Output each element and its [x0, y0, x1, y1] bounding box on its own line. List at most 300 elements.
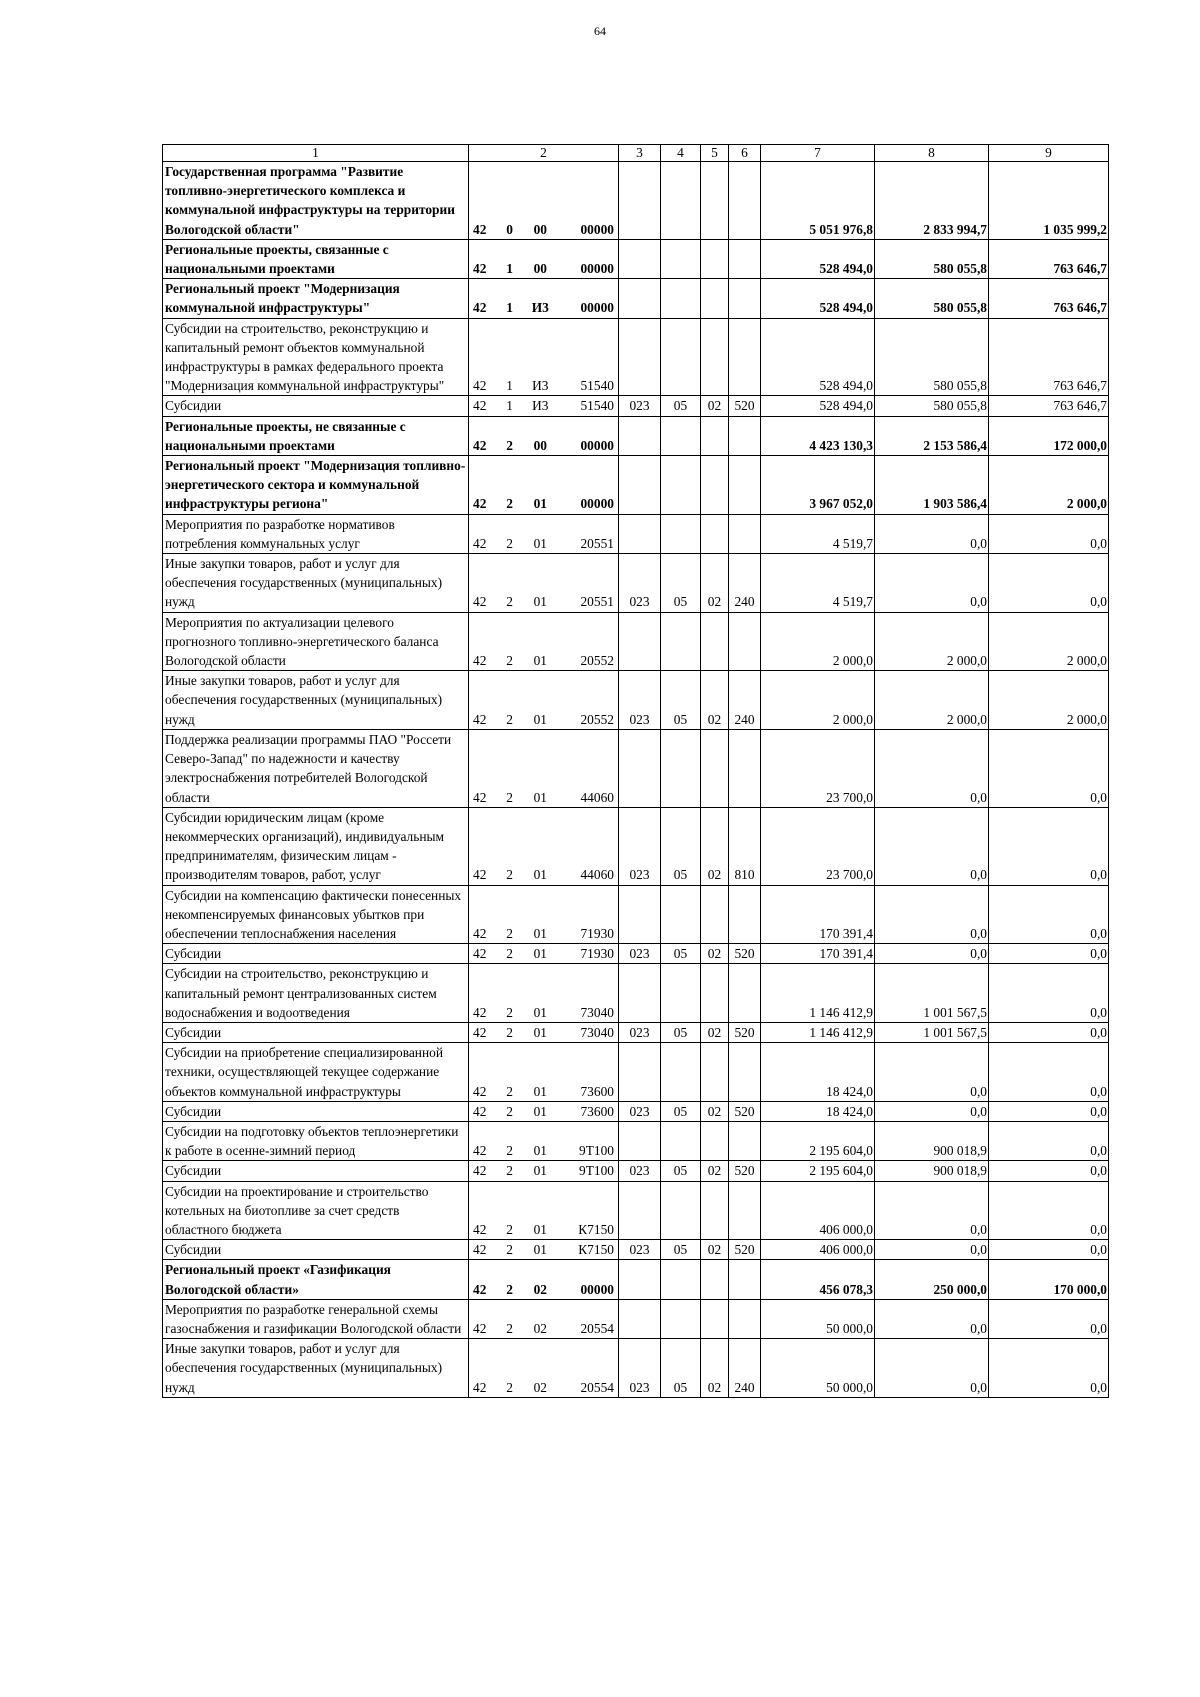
code-part: 73600	[580, 1083, 614, 1099]
amount-col-9: 763 646,7	[989, 318, 1109, 396]
subsection-code	[701, 1181, 729, 1240]
table-row	[163, 1260, 1109, 1299]
code-part: 2	[506, 653, 513, 669]
amount-col-8: 0,0	[875, 729, 989, 807]
amount-col-9: 0,0	[989, 944, 1109, 964]
column-header: 1	[163, 145, 469, 162]
table-row	[163, 671, 1109, 730]
code-part: 00	[533, 261, 547, 277]
amount-col-7: 50 000,0	[761, 1299, 875, 1338]
amount-col-7: 3 967 052,0	[761, 456, 875, 515]
code-part: 01	[533, 946, 547, 962]
column-header: 3	[619, 145, 661, 162]
section-code	[661, 1043, 701, 1102]
amount-col-8: 2 000,0	[875, 612, 989, 671]
code-part: 2	[506, 437, 513, 453]
code-part: 02	[533, 1281, 547, 1297]
amount-col-9: 0,0	[989, 1299, 1109, 1338]
budget-code-cell	[469, 1022, 619, 1042]
subsection-code	[701, 964, 729, 1023]
amount-col-9: 2 000,0	[989, 612, 1109, 671]
subsection-code	[701, 318, 729, 396]
code-part: 2	[506, 1024, 513, 1040]
section-code	[661, 239, 701, 278]
code-part: 00000	[580, 261, 614, 277]
table-row	[163, 239, 1109, 278]
code-part: 1	[506, 300, 513, 316]
budget-code	[473, 1102, 614, 1121]
code-part: 42	[473, 1320, 487, 1336]
budget-code-cell	[469, 416, 619, 455]
expense-type-code: 240	[729, 1339, 761, 1398]
amount-col-9: 0,0	[989, 807, 1109, 885]
ministry-code	[619, 1181, 661, 1240]
budget-code-cell	[469, 554, 619, 613]
code-part: 42	[473, 1024, 487, 1040]
expense-type-code	[729, 416, 761, 455]
budget-code-cell	[469, 964, 619, 1023]
budget-code	[473, 1161, 614, 1180]
expense-type-code	[729, 1121, 761, 1160]
code-part: К7150	[578, 1242, 614, 1258]
code-part: 42	[473, 496, 487, 512]
section-code: 05	[661, 807, 701, 885]
expense-type-code	[729, 612, 761, 671]
code-part: 42	[473, 1004, 487, 1020]
row-name: Мероприятия по разработке нормативов потребления коммунальных услуг	[163, 514, 469, 553]
code-part: 42	[473, 711, 487, 727]
ministry-code	[619, 416, 661, 455]
code-part: 42	[473, 437, 487, 453]
amount-col-9: 763 646,7	[989, 239, 1109, 278]
row-name: Субсидии на компенсацию фактически понесенных некомпенсируемых финансовых убытков при обеспечении теплоснабжения населения	[163, 885, 469, 944]
code-part: И3	[532, 398, 549, 414]
budget-code-cell	[469, 807, 619, 885]
amount-col-8: 580 055,8	[875, 396, 989, 416]
ministry-code	[619, 729, 661, 807]
section-code	[661, 162, 701, 240]
ministry-code	[619, 279, 661, 318]
amount-col-7: 528 494,0	[761, 279, 875, 318]
code-part: 42	[473, 925, 487, 941]
code-part: 20551	[580, 594, 614, 610]
expense-type-code: 240	[729, 554, 761, 613]
amount-col-7: 528 494,0	[761, 318, 875, 396]
amount-col-8: 0,0	[875, 1101, 989, 1121]
ministry-code	[619, 1043, 661, 1102]
amount-col-7: 2 000,0	[761, 671, 875, 730]
row-name: Субсидии на подготовку объектов теплоэнергетики к работе в осенне-зимний период	[163, 1121, 469, 1160]
code-part: 20552	[580, 653, 614, 669]
code-part: 01	[533, 496, 547, 512]
amount-col-7: 1 146 412,9	[761, 964, 875, 1023]
code-part: 0	[506, 221, 513, 237]
code-part: 42	[473, 261, 487, 277]
budget-code-cell	[469, 1161, 619, 1181]
section-code	[661, 1260, 701, 1299]
table-row	[163, 944, 1109, 964]
row-name: Субсидии	[163, 1022, 469, 1042]
code-part: 00000	[580, 221, 614, 237]
budget-code	[473, 592, 614, 611]
budget-code-cell	[469, 729, 619, 807]
row-name: Субсидии на строительство, реконструкцию и капитальный ремонт централизованных систем водоснабжения и водоотведения	[163, 964, 469, 1023]
amount-col-8: 1 001 567,5	[875, 964, 989, 1023]
amount-col-8: 2 833 994,7	[875, 162, 989, 240]
table-row	[163, 554, 1109, 613]
section-code	[661, 514, 701, 553]
ministry-code: 023	[619, 671, 661, 730]
table-row	[163, 1240, 1109, 1260]
budget-code-cell	[469, 318, 619, 396]
ministry-code: 023	[619, 1240, 661, 1260]
code-part: 42	[473, 1163, 487, 1179]
code-part: 2	[506, 496, 513, 512]
code-part: 44060	[580, 867, 614, 883]
amount-col-8: 2 153 586,4	[875, 416, 989, 455]
budget-code-cell	[469, 944, 619, 964]
budget-code-cell	[469, 1260, 619, 1299]
code-part: 00000	[580, 496, 614, 512]
amount-col-8: 580 055,8	[875, 318, 989, 396]
amount-col-7: 2 000,0	[761, 612, 875, 671]
amount-col-7: 2 195 604,0	[761, 1161, 875, 1181]
section-code: 05	[661, 396, 701, 416]
code-part: 73040	[580, 1024, 614, 1040]
budget-code-cell	[469, 1101, 619, 1121]
budget-code	[473, 1023, 614, 1042]
table-row	[163, 279, 1109, 318]
budget-code-cell	[469, 1043, 619, 1102]
budget-code-cell	[469, 1299, 619, 1338]
code-part: 2	[506, 1221, 513, 1237]
code-part: 42	[473, 594, 487, 610]
ministry-code	[619, 318, 661, 396]
budget-code-cell	[469, 514, 619, 553]
amount-col-8: 0,0	[875, 1181, 989, 1240]
subsection-code	[701, 279, 729, 318]
code-part: 44060	[580, 789, 614, 805]
section-code: 05	[661, 1161, 701, 1181]
subsection-code	[701, 612, 729, 671]
column-header-row	[163, 145, 1109, 162]
amount-col-8: 0,0	[875, 807, 989, 885]
amount-col-8: 580 055,8	[875, 239, 989, 278]
budget-code	[473, 298, 614, 317]
expense-type-code	[729, 456, 761, 515]
code-part: 20552	[580, 711, 614, 727]
code-part: 01	[533, 1143, 547, 1159]
amount-col-8: 0,0	[875, 514, 989, 553]
budget-code	[473, 710, 614, 729]
expense-type-code: 520	[729, 944, 761, 964]
amount-col-8: 1 001 567,5	[875, 1022, 989, 1042]
amount-col-8: 0,0	[875, 944, 989, 964]
budget-code	[473, 944, 614, 963]
section-code	[661, 416, 701, 455]
subsection-code	[701, 162, 729, 240]
code-part: 51540	[580, 378, 614, 394]
expense-type-code: 520	[729, 1161, 761, 1181]
budget-code	[473, 376, 614, 395]
expense-type-code	[729, 1181, 761, 1240]
column-header: 8	[875, 145, 989, 162]
code-part: 01	[533, 1221, 547, 1237]
amount-col-9: 0,0	[989, 885, 1109, 944]
expense-type-code: 240	[729, 671, 761, 730]
amount-col-7: 170 391,4	[761, 885, 875, 944]
column-header: 6	[729, 145, 761, 162]
code-part: 00000	[580, 1281, 614, 1297]
ministry-code	[619, 612, 661, 671]
code-part: 20551	[580, 535, 614, 551]
row-name: Региональный проект "Модернизация коммунальной инфраструктуры"	[163, 279, 469, 318]
budget-code-cell	[469, 1181, 619, 1240]
budget-code-cell	[469, 1339, 619, 1398]
subsection-code	[701, 514, 729, 553]
budget-code	[473, 534, 614, 553]
budget-code	[473, 865, 614, 884]
amount-col-8: 900 018,9	[875, 1121, 989, 1160]
table-row	[163, 1022, 1109, 1042]
code-part: 1	[506, 261, 513, 277]
code-part: 51540	[580, 398, 614, 414]
subsection-code	[701, 1121, 729, 1160]
code-part: 00000	[580, 437, 614, 453]
amount-col-8: 0,0	[875, 554, 989, 613]
code-part: 02	[533, 1379, 547, 1395]
amount-col-7: 23 700,0	[761, 807, 875, 885]
column-header: 2	[469, 145, 619, 162]
subsection-code	[701, 1260, 729, 1299]
row-name: Иные закупки товаров, работ и услуг для обеспечения государственных (муниципальных) нужд	[163, 554, 469, 613]
subsection-code	[701, 729, 729, 807]
budget-code-cell	[469, 671, 619, 730]
subsection-code: 02	[701, 944, 729, 964]
ministry-code: 023	[619, 1101, 661, 1121]
amount-col-9: 0,0	[989, 964, 1109, 1023]
table-row	[163, 456, 1109, 515]
budget-code-cell	[469, 456, 619, 515]
amount-col-9: 0,0	[989, 554, 1109, 613]
budget-code	[473, 1240, 614, 1259]
amount-col-8: 900 018,9	[875, 1161, 989, 1181]
section-code: 05	[661, 1339, 701, 1398]
amount-col-7: 4 423 130,3	[761, 416, 875, 455]
amount-col-7: 170 391,4	[761, 944, 875, 964]
code-part: 01	[533, 653, 547, 669]
row-name: Государственная программа "Развитие топливно-энергетического комплекса и коммунальной инфраструктуры на территории Вологодской области"	[163, 162, 469, 240]
code-part: 42	[473, 300, 487, 316]
row-name: Региональный проект «Газификация Вологодской области»	[163, 1260, 469, 1299]
amount-col-9: 0,0	[989, 1043, 1109, 1102]
code-part: 2	[506, 789, 513, 805]
amount-col-9: 2 000,0	[989, 456, 1109, 515]
code-part: 2	[506, 1103, 513, 1119]
table-row	[163, 416, 1109, 455]
ministry-code	[619, 1260, 661, 1299]
code-part: 42	[473, 398, 487, 414]
expense-type-code: 810	[729, 807, 761, 885]
budget-code-cell	[469, 162, 619, 240]
budget-code-cell	[469, 612, 619, 671]
code-part: 73040	[580, 1004, 614, 1020]
ministry-code	[619, 162, 661, 240]
code-part: 02	[533, 1320, 547, 1336]
budget-code	[473, 1378, 614, 1397]
page-number: 64	[594, 24, 606, 38]
subsection-code	[701, 239, 729, 278]
expense-type-code: 520	[729, 1022, 761, 1042]
code-part: 73600	[580, 1103, 614, 1119]
amount-col-9: 170 000,0	[989, 1260, 1109, 1299]
code-part: 2	[506, 1242, 513, 1258]
budget-code-cell	[469, 1121, 619, 1160]
code-part: 2	[506, 711, 513, 727]
code-part: 42	[473, 535, 487, 551]
amount-col-9: 0,0	[989, 1022, 1109, 1042]
ministry-code	[619, 964, 661, 1023]
section-code: 05	[661, 554, 701, 613]
ministry-code: 023	[619, 944, 661, 964]
budget-table	[162, 144, 1109, 1398]
code-part: 71930	[580, 925, 614, 941]
expense-type-code	[729, 1299, 761, 1338]
budget-code	[473, 259, 614, 278]
code-part: 00	[533, 221, 547, 237]
section-code: 05	[661, 1022, 701, 1042]
ministry-code: 023	[619, 554, 661, 613]
code-part: 01	[533, 1103, 547, 1119]
expense-type-code	[729, 1260, 761, 1299]
amount-col-9: 0,0	[989, 1161, 1109, 1181]
ministry-code	[619, 239, 661, 278]
amount-col-7: 4 519,7	[761, 514, 875, 553]
subsection-code	[701, 416, 729, 455]
subsection-code	[701, 885, 729, 944]
code-part: 01	[533, 1083, 547, 1099]
expense-type-code	[729, 162, 761, 240]
code-part: 9Т100	[579, 1163, 614, 1179]
table-row	[163, 318, 1109, 396]
row-name: Иные закупки товаров, работ и услуг для обеспечения государственных (муниципальных) нужд	[163, 671, 469, 730]
section-code	[661, 279, 701, 318]
row-name: Субсидии	[163, 1101, 469, 1121]
row-name: Субсидии на строительство, реконструкцию и капитальный ремонт объектов коммунальной инфраструктуры в рамках федерального проекта "Модернизация коммунальной инфраструктуры"	[163, 318, 469, 396]
amount-col-7: 528 494,0	[761, 239, 875, 278]
code-part: 42	[473, 1281, 487, 1297]
row-name: Субсидии	[163, 944, 469, 964]
row-name: Субсидии на приобретение специализированной техники, осуществляющей текущее содержание объектов коммунальной инфраструктуры	[163, 1043, 469, 1102]
row-name: Субсидии	[163, 1240, 469, 1260]
code-part: 42	[473, 1379, 487, 1395]
code-part: 01	[533, 1024, 547, 1040]
code-part: 42	[473, 1103, 487, 1119]
budget-code-cell	[469, 885, 619, 944]
amount-col-8: 0,0	[875, 1240, 989, 1260]
subsection-code	[701, 1299, 729, 1338]
row-name: Региональные проекты, связанные с национальными проектами	[163, 239, 469, 278]
budget-code	[473, 651, 614, 670]
amount-col-7: 5 051 976,8	[761, 162, 875, 240]
table-row	[163, 885, 1109, 944]
code-part: 01	[533, 925, 547, 941]
subsection-code: 02	[701, 554, 729, 613]
code-part: 2	[506, 1281, 513, 1297]
budget-code	[473, 1082, 614, 1101]
ministry-code: 023	[619, 1022, 661, 1042]
code-part: 01	[533, 1004, 547, 1020]
ministry-code	[619, 456, 661, 515]
amount-col-8: 0,0	[875, 1339, 989, 1398]
table-row	[163, 1339, 1109, 1398]
code-part: 2	[506, 1320, 513, 1336]
budget-code	[473, 1141, 614, 1160]
subsection-code: 02	[701, 1161, 729, 1181]
amount-col-7: 406 000,0	[761, 1240, 875, 1260]
amount-col-9: 172 000,0	[989, 416, 1109, 455]
ministry-code	[619, 1121, 661, 1160]
code-part: И3	[531, 300, 549, 316]
amount-col-8: 2 000,0	[875, 671, 989, 730]
code-part: 42	[473, 221, 487, 237]
code-part: 01	[533, 535, 547, 551]
code-part: 42	[473, 1221, 487, 1237]
ministry-code	[619, 1299, 661, 1338]
code-part: 00	[533, 437, 547, 453]
expense-type-code	[729, 885, 761, 944]
code-part: 1	[506, 398, 513, 414]
amount-col-9: 0,0	[989, 1101, 1109, 1121]
budget-code-cell	[469, 239, 619, 278]
row-name: Субсидии на проектирование и строительство котельных на биотопливе за счет средств областного бюджета	[163, 1181, 469, 1240]
table-row	[163, 1043, 1109, 1102]
code-part: 2	[506, 1004, 513, 1020]
code-part: 01	[533, 594, 547, 610]
section-code	[661, 1121, 701, 1160]
ministry-code: 023	[619, 396, 661, 416]
code-part: 42	[473, 1083, 487, 1099]
amount-col-8: 0,0	[875, 1299, 989, 1338]
amount-col-7: 50 000,0	[761, 1339, 875, 1398]
row-name: Субсидии	[163, 396, 469, 416]
section-code	[661, 1299, 701, 1338]
budget-code	[473, 788, 614, 807]
table-row	[163, 1299, 1109, 1338]
code-part: 01	[533, 867, 547, 883]
expense-type-code	[729, 514, 761, 553]
amount-col-9: 0,0	[989, 1339, 1109, 1398]
subsection-code: 02	[701, 396, 729, 416]
budget-code	[473, 436, 614, 455]
budget-code-cell	[469, 279, 619, 318]
subsection-code	[701, 1043, 729, 1102]
code-part: 2	[506, 535, 513, 551]
budget-code-cell	[469, 396, 619, 416]
expense-type-code	[729, 239, 761, 278]
table-row	[163, 807, 1109, 885]
code-part: 01	[533, 1242, 547, 1258]
amount-col-9: 1 035 999,2	[989, 162, 1109, 240]
code-part: 71930	[580, 946, 614, 962]
subsection-code: 02	[701, 807, 729, 885]
row-name: Субсидии	[163, 1161, 469, 1181]
amount-col-7: 18 424,0	[761, 1043, 875, 1102]
ministry-code: 023	[619, 807, 661, 885]
code-part: 2	[506, 925, 513, 941]
table-row	[163, 162, 1109, 240]
expense-type-code: 520	[729, 396, 761, 416]
